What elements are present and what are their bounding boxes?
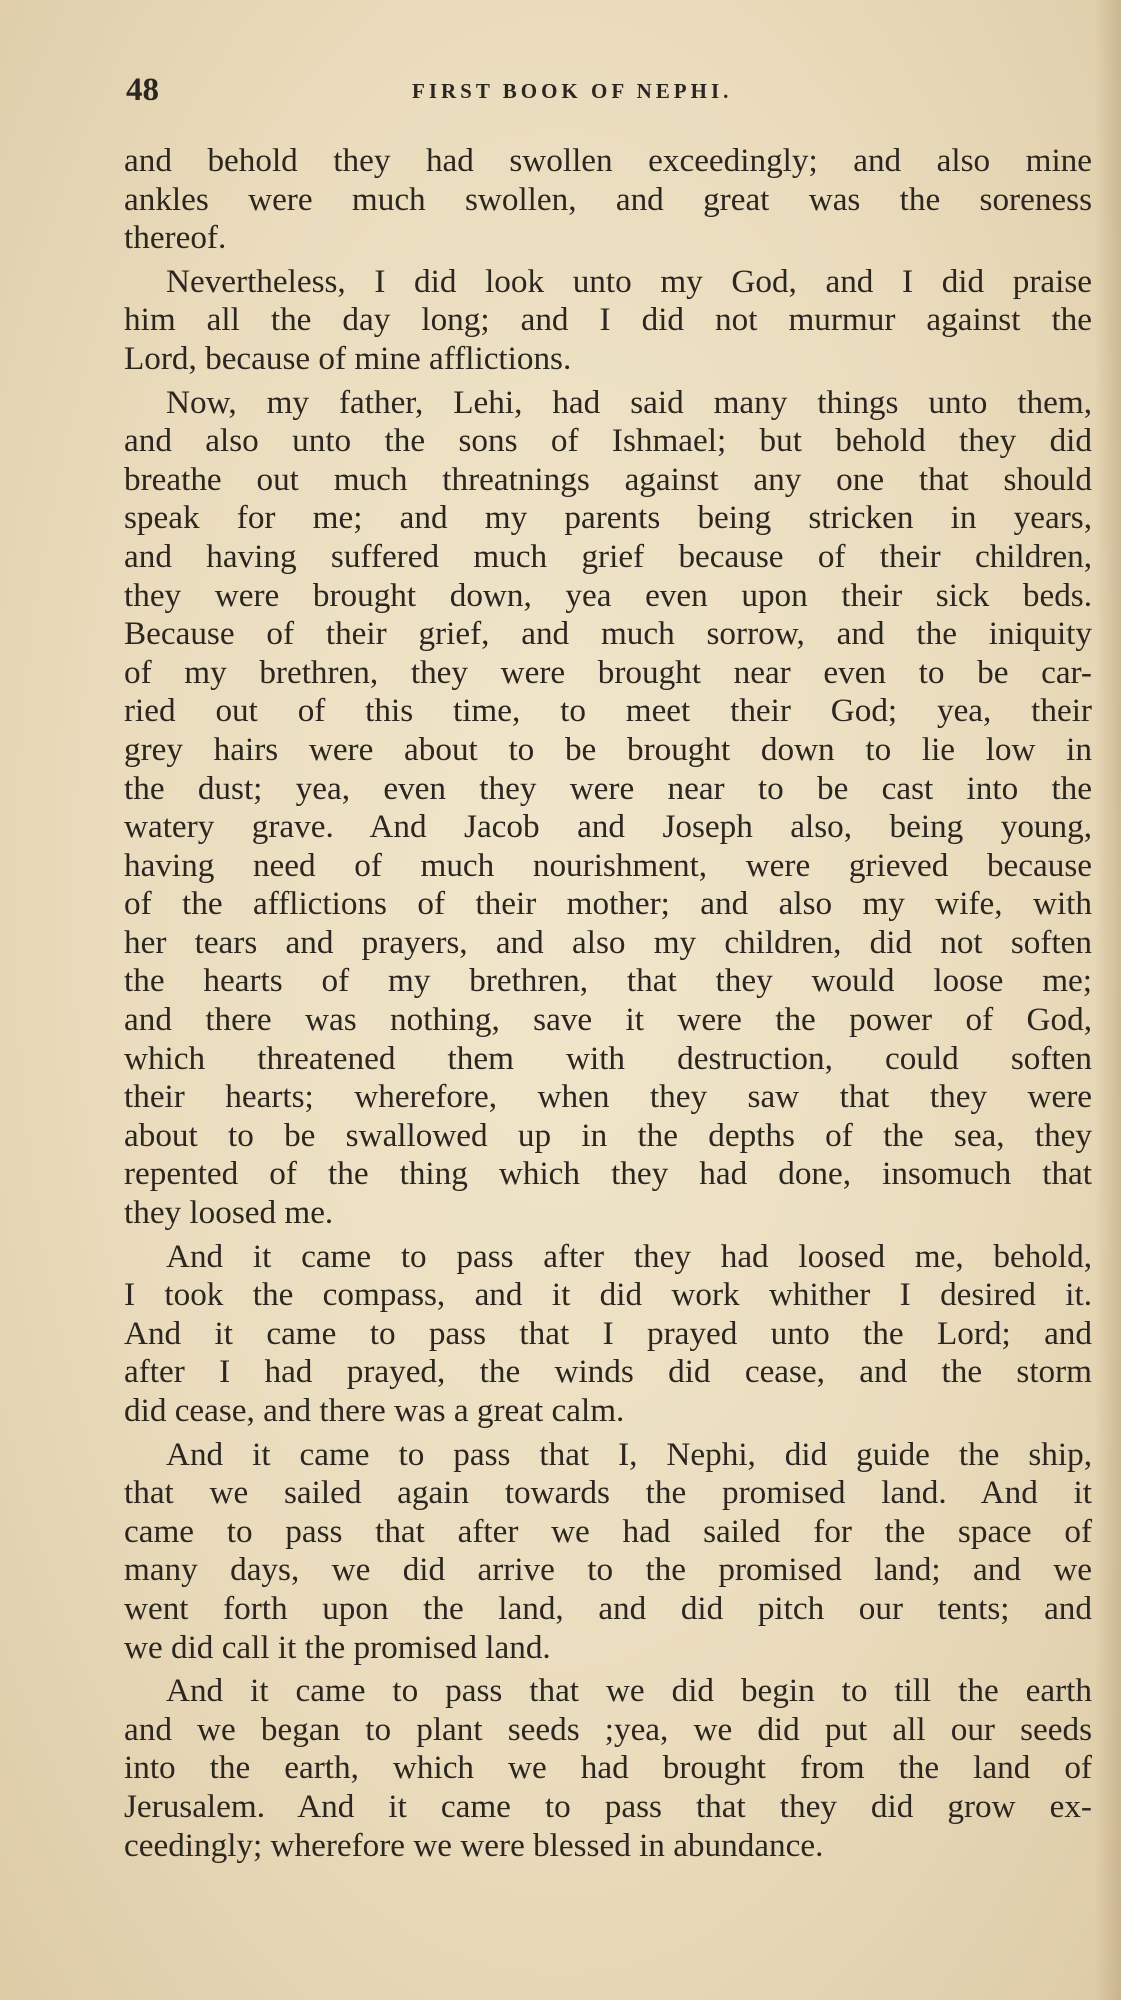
- running-head: FIRST BOOK OF NEPHI.: [412, 79, 733, 103]
- paragraph: [124, 1672, 1092, 1865]
- paragraph: [124, 384, 1092, 1233]
- text-line: Jerusalem. And it came to pass that they did grow ex-: [124, 1787, 1092, 1825]
- text-line: And it came to pass that I, Nephi, did guide the ship,: [166, 1435, 1092, 1473]
- page-number: 48: [126, 72, 159, 108]
- text-line: grey hairs were about to be brought down to lie low in: [124, 730, 1092, 768]
- text-line: watery grave. And Jacob and Joseph also, being young,: [124, 808, 1092, 846]
- text-line: many days, we did arrive to the promised land; and we: [124, 1551, 1092, 1589]
- text-line: they were brought down, yea even upon their sick beds.: [124, 576, 1092, 614]
- text-line: into the earth, which we had brought from the land of: [124, 1749, 1092, 1787]
- text-line: I took the compass, and it did work whither I desired it.: [124, 1276, 1092, 1314]
- text-line: breathe out much threatnings against any one that should: [124, 460, 1092, 498]
- paragraph: [124, 1238, 1092, 1431]
- paragraph: [124, 263, 1092, 379]
- text-line: and having suffered much grief because of their children,: [124, 537, 1092, 575]
- text-line: her tears and prayers, and also my children, did not soften: [124, 923, 1092, 961]
- text-line: the hearts of my brethren, that they would loose me;: [124, 962, 1092, 1000]
- text-line: that we sailed again towards the promised land. And it: [124, 1474, 1092, 1512]
- text-line: their hearts; wherefore, when they saw that they were: [124, 1078, 1092, 1116]
- text-line: And it came to pass that I prayed unto the Lord; and: [124, 1314, 1092, 1352]
- text-line: Nevertheless, I did look unto my God, and I did praise: [166, 262, 1092, 300]
- page-header: [126, 70, 1086, 110]
- text-line: repented of the thing which they had done, insomuch that: [124, 1155, 1092, 1193]
- text-line: came to pass that after we had sailed for the space of: [124, 1512, 1092, 1550]
- text-line: about to be swallowed up in the depths of the sea, they: [124, 1116, 1092, 1154]
- page-edge-shadow: [1095, 0, 1121, 2000]
- text-line: we did call it the promised land.: [124, 1628, 551, 1666]
- text-line: Now, my father, Lehi, had said many things unto them,: [166, 383, 1092, 421]
- text-line: having need of much nourishment, were grieved because: [124, 846, 1092, 884]
- text-line: speak for me; and my parents being stricken in years,: [124, 499, 1092, 537]
- text-line: And it came to pass after they had loosed me, behold,: [166, 1237, 1092, 1275]
- text-line: ceedingly; wherefore we were blessed in abundance.: [124, 1826, 824, 1864]
- text-line: and we began to plant seeds ;yea, we did put all our seeds: [124, 1710, 1092, 1748]
- text-line: thereof.: [124, 219, 227, 257]
- paragraph: [124, 1436, 1092, 1668]
- text-line: ried out of this time, to meet their God; yea, their: [124, 692, 1092, 730]
- text-line: they loosed me.: [124, 1194, 334, 1232]
- text-line: and also unto the sons of Ishmael; but behold they did: [124, 422, 1092, 460]
- text-line: the dust; yea, even they were near to be cast into the: [124, 769, 1092, 807]
- text-line: of the afflictions of their mother; and also my wife, with: [124, 885, 1092, 923]
- text-line: And it came to pass that we did begin to till the earth: [166, 1672, 1092, 1710]
- body-text: [124, 142, 1092, 1870]
- text-line: after I had prayed, the winds did cease, and the storm: [124, 1353, 1092, 1391]
- text-line: did cease, and there was a great calm.: [124, 1392, 625, 1429]
- text-line: and there was nothing, save it were the power of God,: [124, 1001, 1092, 1039]
- text-line: Because of their grief, and much sorrow, and the iniquity: [124, 615, 1092, 653]
- text-line: went forth upon the land, and did pitch our tents; and: [124, 1589, 1092, 1627]
- paragraph: [124, 142, 1092, 258]
- text-line: of my brethren, they were brought near even to be car-: [124, 653, 1092, 691]
- text-line: ankles were much swollen, and great was the soreness: [124, 180, 1092, 218]
- text-line: which threatened them with destruction, could soften: [124, 1039, 1092, 1077]
- text-line: him all the day long; and I did not murmur against the: [124, 301, 1092, 339]
- text-line: and behold they had swollen exceedingly; and also mine: [124, 142, 1092, 179]
- text-line: Lord, because of mine afflictions.: [124, 339, 572, 377]
